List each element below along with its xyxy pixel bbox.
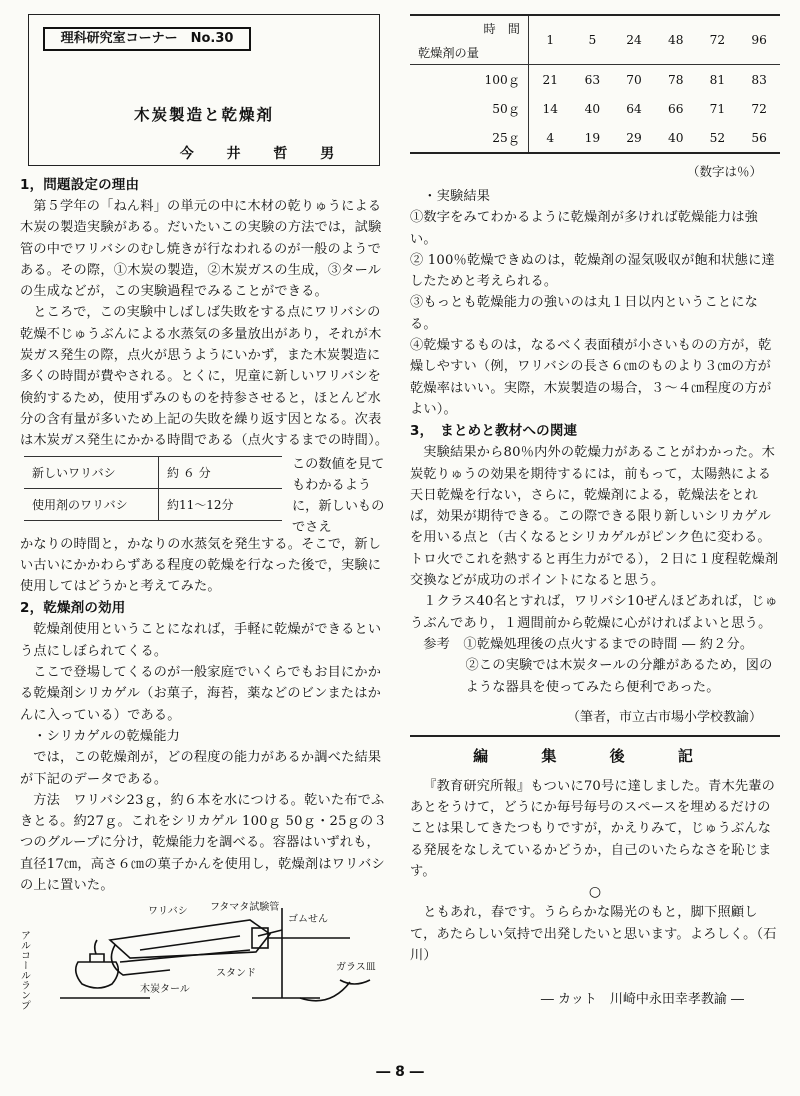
section2-paragraph-1: 乾燥剤使用ということになれば，手軽に乾燥ができるという点にしぼられてくる。 bbox=[20, 622, 382, 659]
table-cell: 21 bbox=[542, 72, 559, 87]
editor-paragraph-2: ともあれ，春です。うららかな陽光のもと，脚下照顧して，あたらしい気持で出発したいと思います。よろしく。（石川） bbox=[410, 905, 777, 963]
unit-note: （数字は％） bbox=[686, 164, 762, 179]
label-fork-tube: フタマタ試験管 bbox=[210, 902, 280, 914]
section1-heading: 1，問題設定の理由 bbox=[20, 177, 140, 193]
table-cell: 使用剤のワリバシ bbox=[24, 488, 159, 520]
table-cell-amount: 50ｇ bbox=[410, 94, 529, 123]
section2-paragraph-2: ここで登場してくるのが一般家庭でいくらでもお目にかかる乾燥剤シリカゲル（お菓子，海苔，薬などのビンまたはかんに入っている）である。 bbox=[20, 665, 382, 723]
label-glass-dish: ガラス皿 bbox=[336, 962, 376, 974]
corner-label: 理科研究室コーナー No.30 bbox=[43, 27, 251, 51]
table-cell-amount: 100ｇ bbox=[410, 65, 529, 95]
table-cell: 52 bbox=[697, 123, 739, 153]
table-header-cell: 72 bbox=[697, 15, 739, 65]
table-cell: 29 bbox=[613, 123, 655, 153]
title-box bbox=[28, 14, 380, 166]
section-divider bbox=[410, 735, 780, 737]
section3-paragraph-1: 実験結果から80％内外の乾燥力があることがわかった。木炭乾りゅうの効果を期待するには，前もって，太陽熱による天日乾燥を行ない，さらに，乾燥剤による，乾燥法をとれば，効果が期待できる。この際できる限り新しいシリカゲルを用いる点と（古くなるとシリカゲルがピンク色に変わる。トロ火でこれを熱すると再生力がでる），２日に１度程乾燥剤交換などが成功のポイントになると思う。 bbox=[410, 445, 779, 589]
separator-circle: ○ bbox=[588, 884, 602, 901]
table-cell-amount: 25ｇ bbox=[410, 123, 529, 153]
table-header-cell: 48 bbox=[655, 15, 697, 65]
apparatus-sketch-icon bbox=[20, 900, 392, 1010]
section1-paragraph-1: 第５学年の「ねん料」の単元の中に木材の乾りゅうによる木炭の製造実験がある。だいたいこの実験の方法では，試験管の中でワリバシのむし焼きが行なわれるのが一般のようである。その際，①木炭の製造，②木炭ガスの生成，③タールの生成などが，この実験過程でみることができる。 bbox=[20, 199, 382, 300]
table-cell: 56 bbox=[738, 123, 780, 153]
author-name: 今 井 哲 男 bbox=[179, 146, 349, 162]
section3-heading: 3， まとめと教材への関連 bbox=[410, 423, 578, 440]
result-item-1: ①数字をみてわかるように乾燥剤が多ければ乾燥能力は強い。 bbox=[410, 210, 759, 247]
table-row bbox=[410, 65, 780, 95]
ignition-time-block bbox=[20, 454, 392, 534]
table-side-note: この数値を見てもわかるように，新しいものでさえ bbox=[292, 456, 385, 536]
table-cell: 78 bbox=[667, 72, 684, 87]
table-row bbox=[410, 15, 780, 40]
table-cell: 63 bbox=[584, 72, 601, 87]
illustration-credit: ― カット 川崎中永田幸孝教諭 ― bbox=[540, 992, 744, 1008]
apparatus-drawing bbox=[20, 900, 392, 1010]
table-cell: 4 bbox=[529, 123, 572, 153]
ignition-time-table bbox=[24, 456, 282, 521]
section2-paragraph-3: では，この乾燥剤が，どの程度の能力があるか調べた結果が下記のデータである。 bbox=[20, 750, 382, 787]
author-signature: （筆者，市立古市場小学校教諭） bbox=[566, 709, 762, 725]
table-cell: 40 bbox=[584, 101, 601, 116]
drying-data-table bbox=[410, 14, 780, 154]
section1-paragraph-2: ところで，この実験中しばしば失敗をする点にワリバシの乾燥不じゅうぶんによる水蒸気の多量放出があり，それが木炭ガス発生の際，点火が思うようにいかず，また木炭製造に多くの時間が費やされる。とくに，児童に新しいワリバシを倹約するため，使用ずみのものを持参させると，ほとんど水分の含有量が多いため上記の失敗を繰り返す因となる。次表は木炭ガス発生にかかる時間である（点火するまでの時間）。 bbox=[20, 305, 389, 449]
right-column bbox=[410, 14, 780, 1007]
editor-paragraph-1: 『教育研究所報』もついに70号に達しました。青木先輩のあとをうけて，どうにか毎号毎号のスペースを埋めるだけのことは果してきたつもりですが，かえりみて，じゅうぶんなる発展をなしえているかどうか，自己のいたらなさを恥じます。 bbox=[410, 778, 776, 880]
page-number: ― 8 ― bbox=[376, 1064, 424, 1080]
table-cell: 70 bbox=[626, 72, 642, 87]
table-header-cell: 1 bbox=[529, 15, 572, 65]
table-header-cell: 96 bbox=[738, 15, 780, 65]
method-paragraph: 方法 ワリバシ23ｇ，約６本を水につける。乾いた布でふきとる。約27ｇ。これをシリカゲル 100ｇ 50ｇ・25ｇの３つのグループに分け，乾燥能力を調べる。容器はいずれも，直径17㎝，高さ６㎝の菓子かんを使用し，乾燥剤はワリバシの上に置いた。 bbox=[20, 792, 387, 894]
label-rubber-stopper: ゴムせん bbox=[288, 914, 328, 926]
reference-1: 参考 ①乾燥処理後の点火するまでの時間 ― 約２分。 bbox=[423, 636, 754, 652]
table-row bbox=[410, 94, 780, 123]
result-item-4: ④乾燥するものは，なるべく表面積が小さいものの方が，乾燥しやすい（例，ワリバシの長さ６㎝のものより３㎝の方が乾燥率はいい。実際，木炭製造の場合，３～４㎝程度の方がよい）。 bbox=[410, 338, 772, 417]
result-item-3: ③もっとも乾燥能力の強いのは丸１日以内ということになる。 bbox=[410, 295, 759, 332]
table-cell: 83 bbox=[751, 72, 767, 87]
silica-capacity-heading: ・シリカゲルの乾燥能力 bbox=[33, 728, 181, 744]
table-cell: 81 bbox=[709, 72, 726, 87]
results-heading: ・実験結果 bbox=[423, 189, 491, 204]
label-waribashi: ワリバシ bbox=[148, 906, 188, 918]
table-header-amount: 乾燥剤の量 bbox=[410, 40, 529, 65]
table-cell: 64 bbox=[626, 101, 642, 116]
table-cell: 14 bbox=[542, 101, 559, 116]
label-alcohol-lamp: アルコールランプ bbox=[18, 930, 30, 1011]
table-cell: 約 ６ 分 bbox=[159, 456, 283, 488]
table-header-cell: 5 bbox=[572, 15, 614, 65]
table-cell: 新しいワリバシ bbox=[24, 456, 159, 488]
label-charcoal-tar: 木炭タール bbox=[140, 984, 190, 996]
table-cell: 約11～12分 bbox=[159, 488, 283, 520]
section1-paragraph-3: かなりの時間と，かなりの水蒸気を発生する。そこで，新しい古いにかかわらずある程度の乾燥を行なった後で，実験に使用してはどうかと考えてみた。 bbox=[20, 536, 382, 595]
table-header-cell: 24 bbox=[613, 15, 655, 65]
left-column bbox=[20, 14, 392, 1010]
table-cell: 72 bbox=[751, 101, 767, 116]
section2-heading: 2，乾燥剤の効用 bbox=[20, 600, 126, 617]
table-cell: 19 bbox=[572, 123, 614, 153]
table-cell: 40 bbox=[655, 123, 697, 153]
table-row bbox=[24, 488, 282, 520]
result-item-2: ② 100％乾燥できぬのは，乾燥剤の湿気吸収が飽和状態に達したためと考えられる。 bbox=[410, 252, 775, 290]
table-header-time: 時 間 bbox=[410, 15, 529, 40]
article-title: 木炭製造と乾燥剤 bbox=[133, 106, 274, 124]
editor-note-title: 編 集 後 記 bbox=[473, 746, 717, 765]
table-row bbox=[24, 456, 282, 488]
section3-paragraph-2: １クラス40名とすれば，ワリバシ10ぜんほどあれば，じゅうぶんであり，１週間前から乾燥に心がければよいと思う。 bbox=[410, 594, 779, 631]
label-stand: スタンド bbox=[216, 968, 256, 980]
table-row bbox=[410, 123, 780, 153]
reference-2: ②この実験では木炭タールの分離があるため，図のような器具を使ってみたら便利であった。 bbox=[465, 658, 773, 695]
table-cell: 71 bbox=[709, 101, 726, 116]
table-cell: 66 bbox=[667, 101, 684, 116]
